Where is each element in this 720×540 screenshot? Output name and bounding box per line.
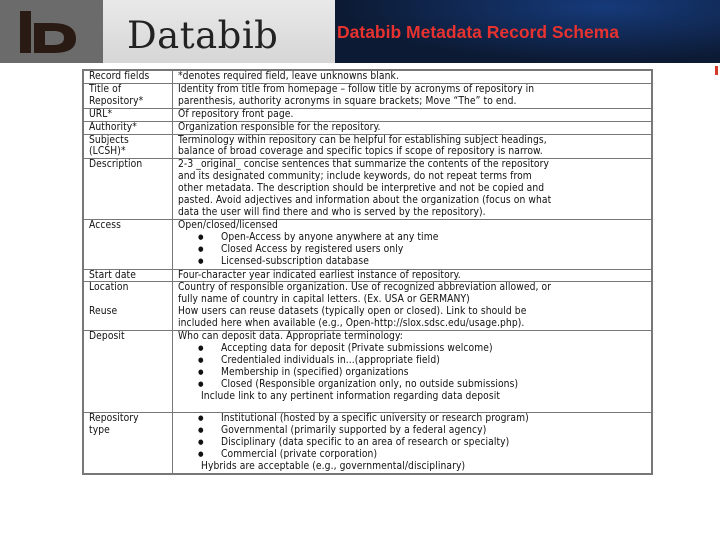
table-row bbox=[84, 282, 652, 331]
bullet-item: ● Closed (Responsible organization only, no outside submissions) bbox=[221, 378, 519, 390]
table-row bbox=[84, 121, 652, 134]
bullet-item: ● Governmental (primarily supported by a federal agency) bbox=[221, 425, 487, 437]
bullet-item: ● Institutional (hosted by a specific university or research program) bbox=[221, 413, 529, 425]
field-name: Deposit bbox=[84, 331, 173, 413]
table-row bbox=[84, 71, 652, 84]
bullet-item: ● Commercial (private corporation) bbox=[221, 449, 378, 461]
field-name: URL* bbox=[84, 108, 173, 121]
description-text: Country of responsible organization. Use of recognized abbreviation allowed, or fully name of country in capital letters. (Ex. USA or GERMANY) How users can reuse datasets (typically open or closed). Link to should be included here when available (e.g., Open-http://slox.sdsc.edu/usage.php). bbox=[178, 282, 552, 330]
field-description bbox=[173, 121, 652, 134]
table-row bbox=[84, 269, 652, 282]
db-monogram-icon bbox=[18, 9, 80, 55]
field-description bbox=[173, 269, 652, 282]
description-text: Four-character year indicated earliest instance of repository. bbox=[178, 269, 461, 281]
description-note: Include link to any pertinent information regarding data deposit bbox=[201, 390, 501, 402]
table-row bbox=[84, 413, 652, 474]
table-row bbox=[84, 83, 652, 108]
field-name: Title of Repository* bbox=[84, 83, 173, 108]
logo-tile bbox=[0, 0, 103, 63]
description-text: 2-3 _original_ concise sentences that summarize the contents of the repository and its designated community; include keywords, do not repeat terms from other metadata. The description should be interpretive and not be copied and pasted. Avoid adjectives and information about the organization (focus on what data the user will find there and who is served by the repository). bbox=[178, 159, 552, 218]
field-description bbox=[173, 331, 652, 413]
field-name: Access bbox=[84, 219, 173, 269]
description-text: Of repository front page. bbox=[178, 108, 294, 120]
bullet-item: ● Disciplinary (data specific to an area of research or specialty) bbox=[221, 437, 510, 449]
description-text: Identity from title from homepage – follow title by acronyms of repository in parenthesis, authority acronyms in square brackets; Move “The” to end. bbox=[178, 83, 535, 107]
header-banner bbox=[0, 0, 720, 63]
field-description bbox=[173, 134, 652, 159]
bullet-item: ● Membership in (specified) organizations bbox=[221, 366, 409, 378]
description-text: Who can deposit data. Appropriate terminology: bbox=[178, 331, 403, 343]
description-text: *denotes required field, leave unknowns blank. bbox=[178, 71, 399, 82]
field-description bbox=[173, 108, 652, 121]
field-description bbox=[173, 71, 652, 84]
brand-panel bbox=[103, 0, 335, 63]
bullet-item: ● Closed Access by registered users only bbox=[221, 243, 404, 255]
table-row bbox=[84, 159, 652, 220]
field-name: Repository type bbox=[84, 413, 173, 474]
field-name: Location Reuse bbox=[84, 282, 173, 331]
side-mark bbox=[715, 66, 718, 75]
field-name: Authority* bbox=[84, 121, 173, 134]
schema-table-image bbox=[82, 69, 653, 475]
field-description bbox=[173, 159, 652, 220]
description-text: Terminology within repository can be helpful for establishing subject headings, balance of broad coverage and specific topics if scope of repository is narrow. bbox=[178, 134, 547, 158]
table-row bbox=[84, 219, 652, 269]
table-row bbox=[84, 331, 652, 413]
table-row bbox=[84, 108, 652, 121]
bullet-item: ● Licensed-subscription database bbox=[221, 255, 369, 267]
page-title: Databib Metadata Record Schema bbox=[337, 22, 620, 42]
field-name: Subjects (LCSH)* bbox=[84, 134, 173, 159]
field-description bbox=[173, 282, 652, 331]
bullet-item: ● Credentialed individuals in...(appropriate field) bbox=[221, 354, 440, 366]
schema-table bbox=[83, 70, 652, 474]
field-description bbox=[173, 413, 652, 474]
bullet-item: ● Open-Access by anyone anywhere at any time bbox=[221, 231, 439, 243]
field-description bbox=[173, 83, 652, 108]
description-note: Hybrids are acceptable (e.g., governmental/disciplinary) bbox=[201, 461, 466, 473]
field-name: Description bbox=[84, 159, 173, 220]
description-text: Open/closed/licensed bbox=[178, 219, 278, 231]
brand-name: Databib bbox=[127, 14, 279, 57]
table-row bbox=[84, 134, 652, 159]
field-name: Record fields bbox=[84, 71, 173, 84]
field-description bbox=[173, 219, 652, 269]
field-name: Start date bbox=[84, 269, 173, 282]
description-text: Organization responsible for the repository. bbox=[178, 121, 381, 133]
bullet-item: ● Accepting data for deposit (Private submissions welcome) bbox=[221, 342, 493, 354]
